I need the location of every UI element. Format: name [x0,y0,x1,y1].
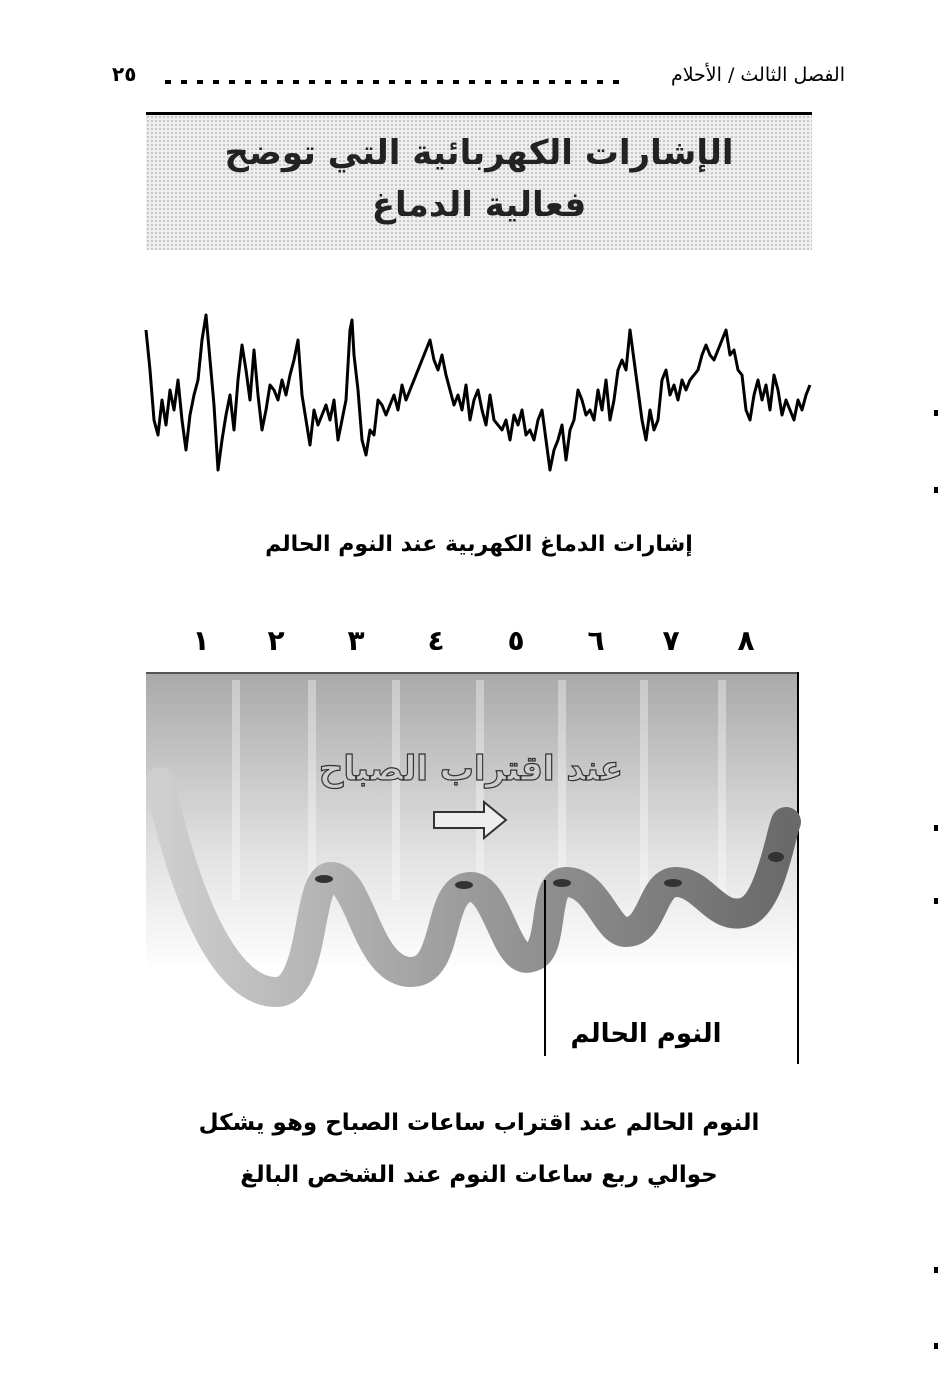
hour-label-4: ٤ [427,624,445,657]
sleep-chart-border-top [146,672,798,674]
eeg-trace-figure [140,300,815,490]
hour-label-5: ٥ [507,624,525,657]
hour-label-3: ٣ [347,624,365,657]
rem-sleep-label: النوم الحالم [570,1019,722,1049]
hour-label-6: ٦ [587,624,605,657]
header-dotted-leader [165,62,620,88]
figure-caption-line-2: حوالي ربع ساعات النوم عند الشخص البالغ [240,1162,718,1188]
figure-title-line-1: الإشارات الكهربائية التي توضح [224,133,734,173]
hour-label-8: ٨ [737,624,755,657]
sleep-hours-axis [146,612,812,662]
eeg-caption: إشارات الدماغ الكهربية عند النوم الحالم [265,532,693,557]
hour-label-1: ١ [192,624,210,657]
sleep-chart-background [146,672,798,1072]
morning-label: عند اقتراب الصباح [318,749,624,789]
page-number: ٢٥ [112,62,137,86]
figure-title-line-2: فعالية الدماغ [371,185,587,225]
scan-margin-marks [925,0,947,1376]
figure-title-box [146,115,812,250]
running-head: الفصل الثالث / الأحلام [670,64,845,86]
eeg-trace-line [146,315,810,470]
figure-caption-line-1: النوم الحالم عند اقتراب ساعات الصباح وهو يشكل [198,1110,760,1136]
hour-label-7: ٧ [662,624,680,657]
hour-label-2: ٢ [267,624,285,657]
sleep-cycle-diagram [146,672,812,1072]
